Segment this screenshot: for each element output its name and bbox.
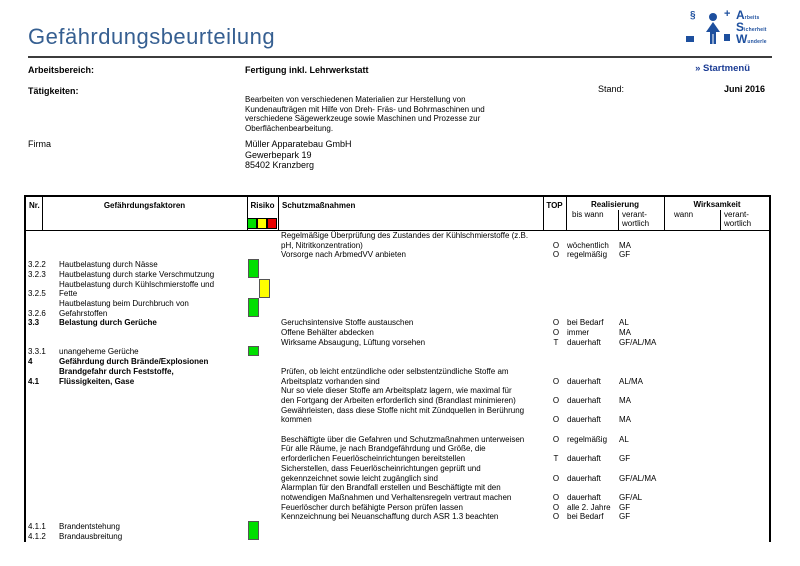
logo-letter-row: Sicherheit [736, 20, 767, 34]
top-value: O [552, 473, 560, 483]
table-line [26, 396, 769, 406]
realisierung-verantwortlich: AL [619, 318, 629, 328]
hazard-factor: Belastung durch Gerüche [59, 318, 157, 328]
top-value: O [552, 376, 560, 386]
realisierung-verantwortlich: MA [619, 240, 631, 250]
row-nr: 4 [28, 357, 33, 367]
table-line [26, 309, 769, 319]
protective-measure: Kennzeichnung bei Neuanschaffung durch ASR 1.3 beachten [281, 512, 499, 522]
realisierung-verantwortlich: GF [619, 512, 631, 522]
person-icon [702, 12, 724, 46]
realisierung-bis-wann: dauerhaft [567, 415, 601, 425]
hazard-factor: Gefahrstoffen [59, 308, 108, 318]
protective-measure: pH, Nitritkonzentration) [281, 240, 363, 250]
column-divider [618, 210, 619, 230]
protective-measure: notwendigen Maßnahmen und Verhaltensregeln vertraut machen [281, 492, 512, 502]
arbeitsbereich-value: Fertigung inkl. Lehrwerkstatt [245, 65, 369, 75]
protective-measure: gekennzeichnet sowie leicht zugänglich sind [281, 473, 438, 483]
column-divider [664, 197, 665, 230]
table-line [26, 367, 769, 377]
realisierung-bis-wann: alle 2. Jahre [567, 502, 611, 512]
table-header [24, 195, 771, 231]
taetigkeiten-line: Kundenaufträgen mit Hilfe von Dreh- Fräs- und Bohrmaschinen und [245, 104, 485, 114]
top-value: O [552, 502, 560, 512]
top-value: O [552, 434, 560, 444]
firma-line: 85402 Kranzberg [245, 160, 315, 170]
startmenu-link[interactable]: » Startmenü [695, 63, 750, 74]
table-line [26, 357, 769, 367]
table-body [24, 231, 771, 542]
top-value: O [552, 512, 560, 522]
realisierung-bis-wann: bei Bedarf [567, 512, 604, 522]
logo-letter-row: Arbeits [736, 8, 760, 22]
col-header-wirksamkeit: Wirksamkeit [693, 200, 741, 209]
realisierung-bis-wann: dauerhaft [567, 473, 601, 483]
col-header-top: TOP [546, 201, 563, 210]
arbeitsbereich-label: Arbeitsbereich: [28, 65, 95, 75]
top-value: O [552, 318, 560, 328]
col-header-nr: Nr. [29, 201, 40, 210]
risk-legend-yellow [257, 218, 267, 229]
realisierung-verantwortlich: AL [619, 434, 629, 444]
table-line [26, 260, 769, 270]
taetigkeiten-text [245, 95, 545, 134]
table-line [26, 532, 769, 542]
table-line [26, 270, 769, 280]
top-value: T [553, 454, 559, 464]
hazard-factor: Hautbelastung durch Nässe [59, 260, 158, 270]
paragraph-icon: § [690, 10, 696, 21]
realisierung-verantwortlich: GF [619, 502, 631, 512]
col-header-verantwortlich2: verant-wortlich [724, 210, 752, 228]
table-line [26, 347, 769, 357]
protective-measure: Offene Behälter abdecken [281, 328, 374, 337]
table-line [26, 444, 769, 454]
hazard-factor: unangeheme Gerüche [59, 347, 139, 357]
table-line [26, 318, 769, 328]
realisierung-bis-wann: dauerhaft [567, 376, 601, 386]
table-line [26, 338, 769, 348]
col-header-risiko: Risiko [250, 201, 275, 210]
table-line [26, 435, 769, 445]
col-header-gefaehrdungsfaktoren: Gefährdungsfaktoren [103, 201, 186, 210]
top-value: O [552, 415, 560, 425]
realisierung-verantwortlich: MA [619, 415, 631, 425]
realisierung-bis-wann: immer [567, 328, 590, 337]
hazard-factor: Gefährdung durch Brände/Explosionen [59, 357, 209, 367]
taetigkeiten-line: verschiedene Sägewerkzeuge sowie Maschinen und Prozesse zur [245, 114, 481, 124]
firma-line: Müller Apparatebau GmbH [245, 139, 352, 149]
realisierung-verantwortlich: GF/AL/MA [619, 337, 657, 347]
column-divider [720, 210, 721, 230]
hazard-factor: Fette [59, 289, 78, 299]
tool-icon [724, 34, 730, 41]
table-line [26, 289, 769, 299]
realisierung-bis-wann: regelmäßig [567, 250, 608, 260]
table-line [26, 377, 769, 387]
top-value: O [552, 240, 560, 250]
table-line [26, 483, 769, 493]
row-nr: 3.2.2 [28, 260, 46, 270]
risk-legend-red [267, 218, 277, 229]
risk-legend-green [247, 218, 257, 229]
realisierung-verantwortlich: MA [619, 395, 631, 405]
protective-measure: kommen [281, 415, 312, 425]
protective-measure: Arbeitsplatz vorhanden sind [281, 376, 380, 386]
realisierung-bis-wann: dauerhaft [567, 492, 601, 502]
table-line [26, 493, 769, 503]
realisierung-verantwortlich: MA [619, 328, 631, 337]
realisierung-bis-wann: dauerhaft [567, 454, 601, 464]
tool-icon [686, 36, 694, 42]
realisierung-bis-wann: bei Bedarf [567, 318, 604, 328]
title-divider [28, 56, 772, 58]
realisierung-verantwortlich: GF/AL/MA [619, 473, 657, 483]
column-divider [543, 197, 544, 230]
row-nr: 4.1 [28, 376, 40, 386]
protective-measure: Beschäftigte über die Gefahren und Schutzmaßnahmen unterweisen [281, 434, 525, 444]
realisierung-verantwortlich: AL/MA [619, 376, 644, 386]
hazard-factor: Brandausbreitung [59, 531, 123, 541]
protective-measure: Für alle Räume, je nach Brandgefährdung und Größe, die [281, 444, 486, 454]
realisierung-bis-wann: dauerhaft [567, 337, 601, 347]
realisierung-verantwortlich: GF [619, 454, 631, 464]
hazard-factor: Brandentstehung [59, 522, 120, 531]
col-header-wann: wann [674, 210, 694, 219]
logo-letter-row: Wunderle [736, 32, 767, 46]
taetigkeiten-line: Oberflächenbearbeitung. [245, 124, 334, 134]
firma-line: Gewerbepark 19 [245, 149, 312, 160]
col-header-verantwortlich: verant-wortlich [622, 210, 650, 228]
hazard-factor: Flüssigkeiten, Gase [59, 376, 135, 386]
top-value: O [552, 328, 560, 337]
risk-square-green [248, 346, 259, 356]
firma-label: Firma [28, 139, 51, 149]
table-line [26, 231, 769, 241]
stand-label: Stand: [598, 84, 625, 94]
hazard-factor: Hautbelastung beim Durchbruch von [59, 298, 189, 308]
row-nr: 3.2.5 [28, 289, 46, 299]
taetigkeiten-label: Tätigkeiten: [28, 86, 79, 96]
realisierung-verantwortlich: GF [619, 250, 631, 260]
protective-measure: Gewährleisten, dass diese Stoffe nicht mit Zündquellen in Berührung [281, 405, 525, 415]
company-logo [680, 6, 772, 50]
protective-measure: Alarmplan für den Brandfall erstellen und Beschäftigte mit den [281, 483, 501, 493]
top-value: O [552, 395, 560, 405]
realisierung-verantwortlich: GF/AL [619, 492, 643, 502]
protective-measure: Geruchsintensive Stoffe austauschen [281, 318, 414, 328]
protective-measure: Nur so viele dieser Stoffe am Arbeitsplatz lagern, wie maximal für [281, 386, 512, 396]
table-line [26, 406, 769, 416]
table-line [26, 474, 769, 484]
table-line [26, 280, 769, 290]
hazard-factor: Hautbelastung durch starke Verschmutzung [59, 269, 215, 279]
plus-icon: + [724, 8, 731, 20]
column-divider [566, 197, 567, 230]
hazard-factor: Brandgefahr durch Feststoffe, [59, 366, 174, 376]
page-title: Gefährdungsbeurteilung [28, 24, 276, 49]
table-line [26, 328, 769, 338]
table-line [26, 503, 769, 513]
row-nr: 3.2.6 [28, 308, 46, 318]
row-nr: 3.2.3 [28, 269, 46, 279]
col-header-bis-wann: bis wann [572, 210, 604, 219]
hazard-factor: Hautbelastung durch Kühlschmierstoffe und [59, 279, 215, 289]
protective-measure: Vorsorge nach ArbmedVV anbieten [281, 250, 406, 260]
firma-text [245, 139, 505, 171]
taetigkeiten-line: Bearbeiten von verschiedenen Materialien zur Herstellung von [245, 95, 466, 104]
top-value: O [552, 250, 560, 260]
protective-measure: Regelmäßige Überprüfung des Zustandes der Kühlschmierstoffe (z.B. [281, 231, 529, 240]
protective-measure: Wirksame Absaugung, Lüftung vorsehen [281, 337, 426, 347]
table-line [26, 512, 769, 522]
stand-value: Juni 2016 [723, 84, 765, 94]
col-header-schutzmassnahmen: Schutzmaßnahmen [282, 201, 356, 210]
col-header-realisierung: Realisierung [590, 200, 639, 209]
table-line [26, 386, 769, 396]
row-nr: 3.3.1 [28, 347, 46, 357]
realisierung-bis-wann: regelmäßig [567, 434, 608, 444]
table-line [26, 522, 769, 532]
protective-measure: Feuerlöscher durch befähigte Person prüfen lassen [281, 502, 463, 512]
protective-measure: Prüfen, ob leicht entzündliche oder selbstentzündliche Stoffe am [281, 366, 509, 376]
row-nr: 4.1.1 [28, 522, 46, 531]
protective-measure: Sicherstellen, dass Feuerlöscheinrichtungen geprüft und [281, 463, 481, 473]
row-nr: 3.3 [28, 318, 40, 328]
table-line [26, 241, 769, 251]
logo-letter-rows [736, 9, 767, 45]
row-nr: 4.1.2 [28, 531, 46, 541]
table-line [26, 299, 769, 309]
table-line [26, 415, 769, 425]
realisierung-bis-wann: dauerhaft [567, 395, 601, 405]
column-divider [42, 197, 43, 230]
column-divider [247, 197, 248, 230]
top-value: T [553, 337, 559, 347]
protective-measure: den Fortgang der Arbeiten erforderlich sind (Brandlast minimieren) [281, 395, 516, 405]
column-divider [278, 197, 279, 230]
top-value: O [552, 492, 560, 502]
table-line [26, 454, 769, 464]
realisierung-bis-wann: wöchentlich [567, 240, 609, 250]
table-line [26, 250, 769, 260]
table-line [26, 464, 769, 474]
table-line [26, 425, 769, 435]
protective-measure: erforderlichen Feuerlöscheinrichtungen bereitstellen [281, 454, 466, 464]
